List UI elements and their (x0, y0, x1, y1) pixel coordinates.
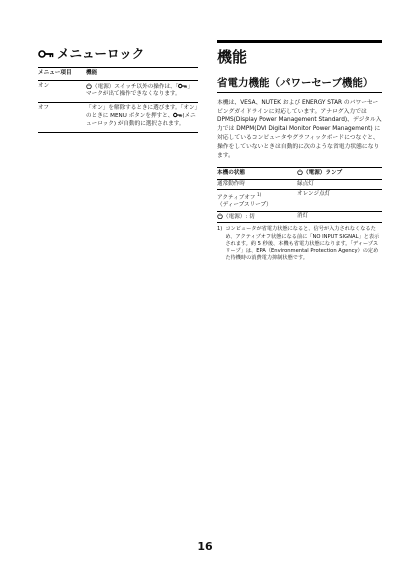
row-item-on: オン (38, 80, 86, 102)
col-header-state: 本機の状態 (217, 168, 297, 179)
menu-lock-heading (38, 46, 198, 62)
chapter-title: 機能 (217, 48, 248, 66)
row-desc-on (86, 80, 198, 102)
table-row (38, 102, 198, 132)
col-header-lamp-label: （電源）ランプ (303, 170, 343, 177)
state-power-off-label: （電源）: 切 (223, 213, 255, 220)
state-active-off (217, 190, 297, 212)
power-state-table (217, 167, 382, 223)
table-row (217, 211, 382, 222)
lamp-normal: 緑点灯 (297, 179, 382, 189)
chapter-rule (217, 40, 382, 43)
state-active-off-label: アクティブオフ (217, 195, 256, 202)
col-header-item: メニュー項目 (38, 68, 86, 80)
row-item-off: オフ (38, 102, 86, 132)
key-icon (173, 112, 182, 118)
col-header-lamp (297, 168, 382, 179)
row-desc-off-part-a: 「オン」を解除するときに選びます。「オン」のときに MENU ボタンを押すと、 (86, 104, 198, 120)
row-desc-on-part-b: 」マークが出て操作できなくなります。 (86, 83, 194, 98)
table-row (217, 190, 382, 212)
menu-lock-table (38, 68, 198, 133)
table-header-row (217, 168, 382, 179)
row-desc-off-part-b: (メニューロック) が自動的に選択されます。 (86, 113, 196, 127)
page-number: 16 (197, 540, 213, 553)
power-save-heading: 省電力機能（パワーセーブ機能） (217, 77, 374, 89)
table-header-row (38, 68, 198, 80)
features-section (217, 40, 382, 263)
col-header-function: 機能 (86, 68, 198, 80)
footnote-text: コンピュータが省電力状態になると、信号が入力されなくなるため、アクティブオフ状態になる前に「NO INPUT SIGNAL」と表示されます。約 5 秒後、本機も省電力状態になります。「ディープスリープ」は、EPA（Environmental Protection Agency）の定めた待機時の消費電力抑制状態です。 (225, 226, 380, 262)
row-desc-off (86, 102, 198, 132)
footnote (217, 226, 382, 262)
lamp-active-off: オレンジ点灯 (297, 190, 382, 212)
menu-lock-section (38, 46, 198, 133)
power-save-body: 本機は、VESA、NUTEK および ENERGY STAR のパワーセービングガイドラインに対応しています。アナログ入力では DPMS(Display Power Management Standard)、デジタル入力では DMPM(DVI Digital Monitor Power Management) に対応しているコンピュータやグラフィックボードにつなぐと、操作をしていないときは自動的に次のような省電力状態になります。 (217, 99, 382, 159)
menu-lock-title: メニューロック (57, 46, 145, 61)
state-power-off (217, 211, 297, 222)
footnote-ref: 1) (257, 192, 262, 198)
state-deep-sleep-label: （ディープスリープ） (217, 202, 272, 209)
subhead-rule (217, 92, 382, 93)
lamp-power-off: 消灯 (297, 211, 382, 222)
footnote-mark: 1) (217, 226, 223, 233)
state-normal: 通常動作時 (217, 179, 297, 189)
table-row (38, 80, 198, 102)
key-icon (38, 49, 54, 59)
row-desc-on-part-a: （電源）スイッチ以外の操作は、「 (92, 83, 179, 90)
table-row (217, 179, 382, 189)
